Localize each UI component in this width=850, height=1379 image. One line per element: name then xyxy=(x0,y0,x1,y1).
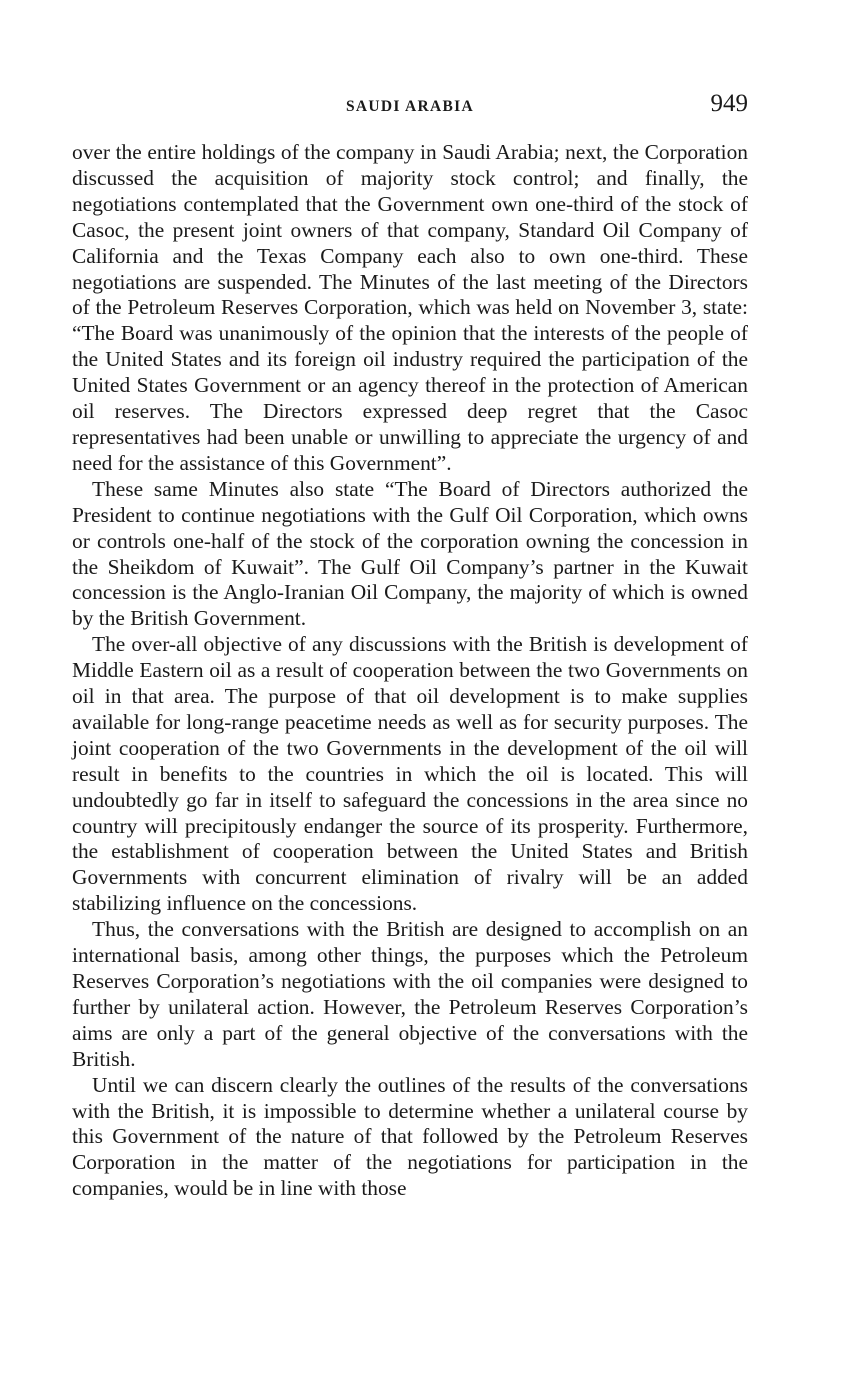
running-head xyxy=(72,90,748,124)
paragraph-4: Thus, the conversations with the British are designed to accomplish on an international basis, among other things, the purposes which the Petroleum Reserves Corporation’s negotiations with the oil companies were designed to further by unilateral action. However, the Petroleum Reserves Corporation’s aims are only a part of the general objective of the conversations with the British. xyxy=(72,917,748,1071)
body-text xyxy=(72,140,748,1202)
paragraph-5: Until we can discern clearly the outlines of the results of the conversations with the British, it is impossible to determine whether a unilateral course by this Government of the nature of that followed by the Petroleum Reserves Corporation in the matter of the negotiations for participation in the companies, would be in line with those xyxy=(72,1072,748,1201)
paragraph-2: These same Minutes also state “The Board of Directors authorized the President to continue negotiations with the Gulf Oil Corporation, which owns or controls one-half of the stock of the corporation owning the concession in the Sheikdom of Kuwait”. The Gulf Oil Company’s partner in the Kuwait concession is the Anglo-Iranian Oil Company, the majority of which is owned by the British Government. xyxy=(72,476,748,631)
running-title: SAUDI ARABIA xyxy=(346,98,474,115)
paragraph-1: over the entire holdings of the company in Saudi Arabia; next, the Corporation discussed the acquisition of majority stock control; and finally, the negotiations contemplated that the Government own one-third of the stock of Casoc, the present joint owners of that company, Standard Oil Company of California and the Texas Company each also to own one-third. These negotiations are suspended. The Minutes of the last meeting of the Directors of the Petroleum Reserves Corporation, which was held on November 3, state: “The Board was unanimously of the opinion that the interests of the people of the United States and its foreign oil industry required the participation of the United States Government or an agency thereof in the protection of American oil reserves. The Directors expressed deep regret that the Casoc representatives had been unable or unwilling to appreciate the urgency of and need for the assistance of this Government”. xyxy=(72,140,748,475)
page-number: 949 xyxy=(710,90,748,117)
paragraph-3: The over-all objective of any discussions with the British is development of Middle Eastern oil as a result of cooperation between the two Governments on oil in that area. The purpose of that oil development is to make supplies available for long-range peacetime needs as well as for security purposes. The joint cooperation of the two Governments in the development of the oil will result in benefits to the countries in which the oil is located. This will undoubtedly go far in itself to safeguard the concessions in the area since no country will precipitously endanger the source of its prosperity. Furthermore, the establishment of cooperation between the United States and British Governments with concurrent elimination of rivalry will be an added stabilizing influence on the concessions. xyxy=(72,632,748,916)
